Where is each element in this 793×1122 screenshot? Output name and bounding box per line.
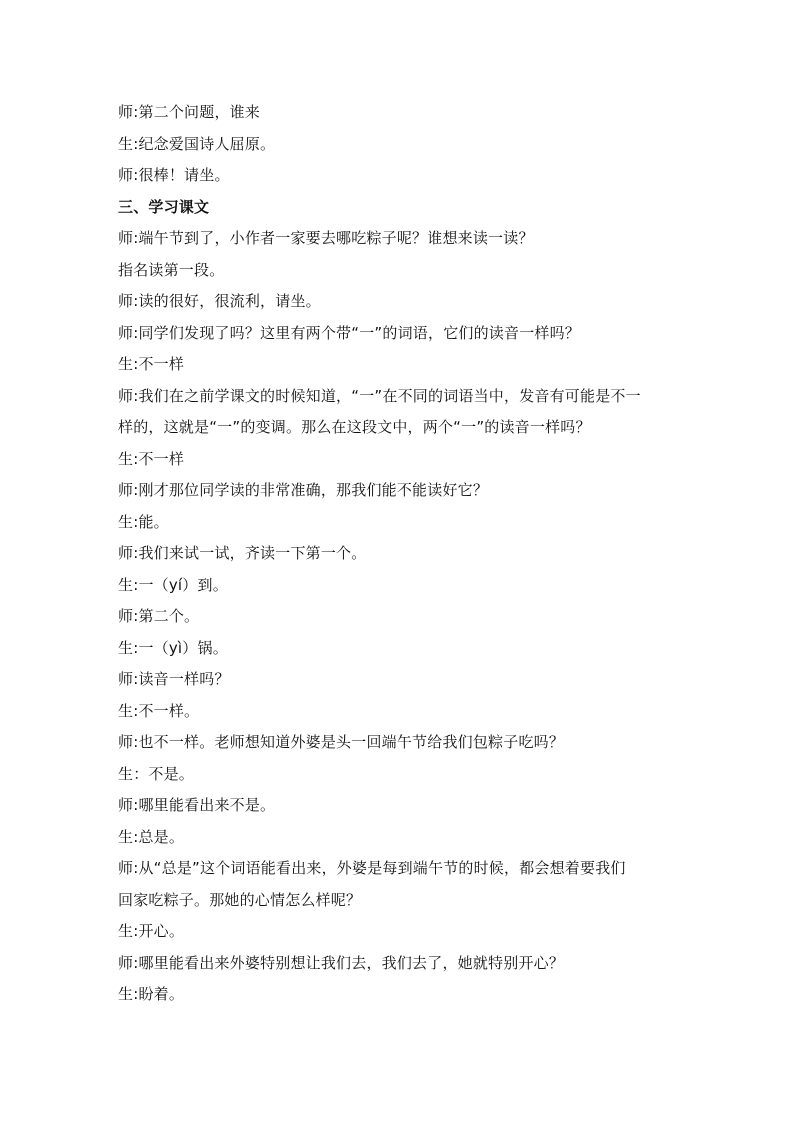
- text-line: 样的，这就是“一”的变调。那么在这段文中，两个“一”的读音一样吗？: [118, 418, 591, 436]
- document-body: [118, 97, 678, 1011]
- text-line: 生:一（yí）到。: [118, 575, 228, 594]
- text-line: 生:能。: [118, 512, 169, 531]
- text-line: 师:读的很好，很流利，请坐。: [118, 292, 321, 310]
- text-line: 师:哪里能看出来外婆特别想让我们去，我们去了，她就特别开心？: [118, 953, 565, 972]
- text-line: 指名读第一段。: [118, 260, 225, 279]
- text-line: 生:开心。: [118, 922, 185, 940]
- text-line: 生:总是。: [118, 827, 185, 846]
- text-line: 师:第二个问题，谁来: [118, 103, 261, 121]
- text-line: 师:也不一样。老师想知道外婆是头一回端午节给我们包粽子吃吗？: [118, 733, 565, 751]
- text-line: 师:端午节到了，小作者一家要去哪吃粽子呢？谁想来读一读？: [118, 229, 534, 247]
- text-line: 生:不一样。: [118, 701, 200, 720]
- text-line: 师:刚才那位同学读的非常准确，那我们能不能读好它？: [118, 481, 489, 499]
- text-line: 生：不是。: [118, 764, 195, 783]
- text-line: 师:同学们发现了吗？这里有两个带“一”的词语，它们的读音一样吗？: [118, 323, 580, 342]
- text-line: 生:不一样: [118, 355, 185, 373]
- text-line: 师:我们在之前学课文的时候知道，“一”在不同的词语当中，发音有可能是不一: [118, 386, 641, 405]
- text-line: 生:一（yì）锅。: [118, 638, 228, 657]
- text-line: 生:纪念爱国诗人屈原。: [118, 134, 276, 153]
- text-line: 师:我们来试一试，齐读一下第一个。: [118, 544, 367, 562]
- text-line: 师:哪里能看出来不是。: [118, 796, 276, 814]
- text-line: 回家吃粽子。那她的心情怎么样呢？: [118, 890, 362, 909]
- text-line: 师:从“总是”这个词语能看出来，外婆是每到端午节的时候，都会想着要我们: [118, 859, 626, 877]
- section-heading: 三、学习课文: [118, 197, 210, 216]
- text-line: 师:很棒！请坐。: [118, 166, 230, 184]
- text-line: 生:盼着。: [118, 985, 185, 1003]
- text-line: 师:读音一样吗？: [118, 670, 230, 688]
- text-line: 生:不一样: [118, 449, 185, 468]
- text-line: 师:第二个。: [118, 607, 200, 625]
